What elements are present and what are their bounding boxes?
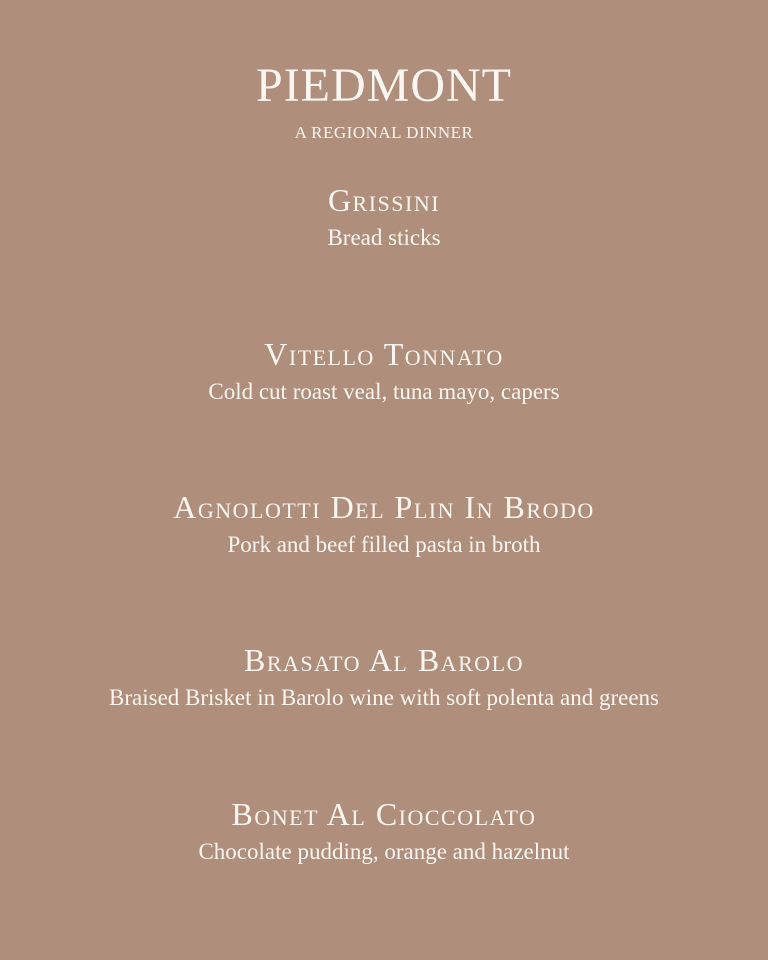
course-description: Chocolate pudding, orange and hazelnut (198, 839, 570, 864)
course-description: Cold cut roast veal, tuna mayo, capers (208, 379, 560, 404)
menu-subtitle: A REGIONAL DINNER (294, 123, 474, 142)
course-name: Grissini (327, 182, 441, 218)
course-item (0, 335, 768, 407)
course-item (0, 795, 768, 867)
course-name: Bonet Al Cioccolato (231, 796, 537, 832)
course-description: Pork and beef filled pasta in broth (227, 532, 541, 557)
course-item (0, 488, 768, 560)
course-description: Bread sticks (327, 225, 441, 250)
menu-title: PIEDMONT (256, 59, 512, 112)
course-name: Agnolotti Del Plin In Brodo (173, 489, 595, 525)
course-description: Braised Brisket in Barolo wine with soft polenta and greens (109, 685, 659, 710)
course-item (0, 641, 768, 713)
course-name: Brasato Al Barolo (244, 642, 524, 678)
course-item (0, 181, 768, 253)
course-name: Vitello Tonnato (264, 336, 504, 372)
